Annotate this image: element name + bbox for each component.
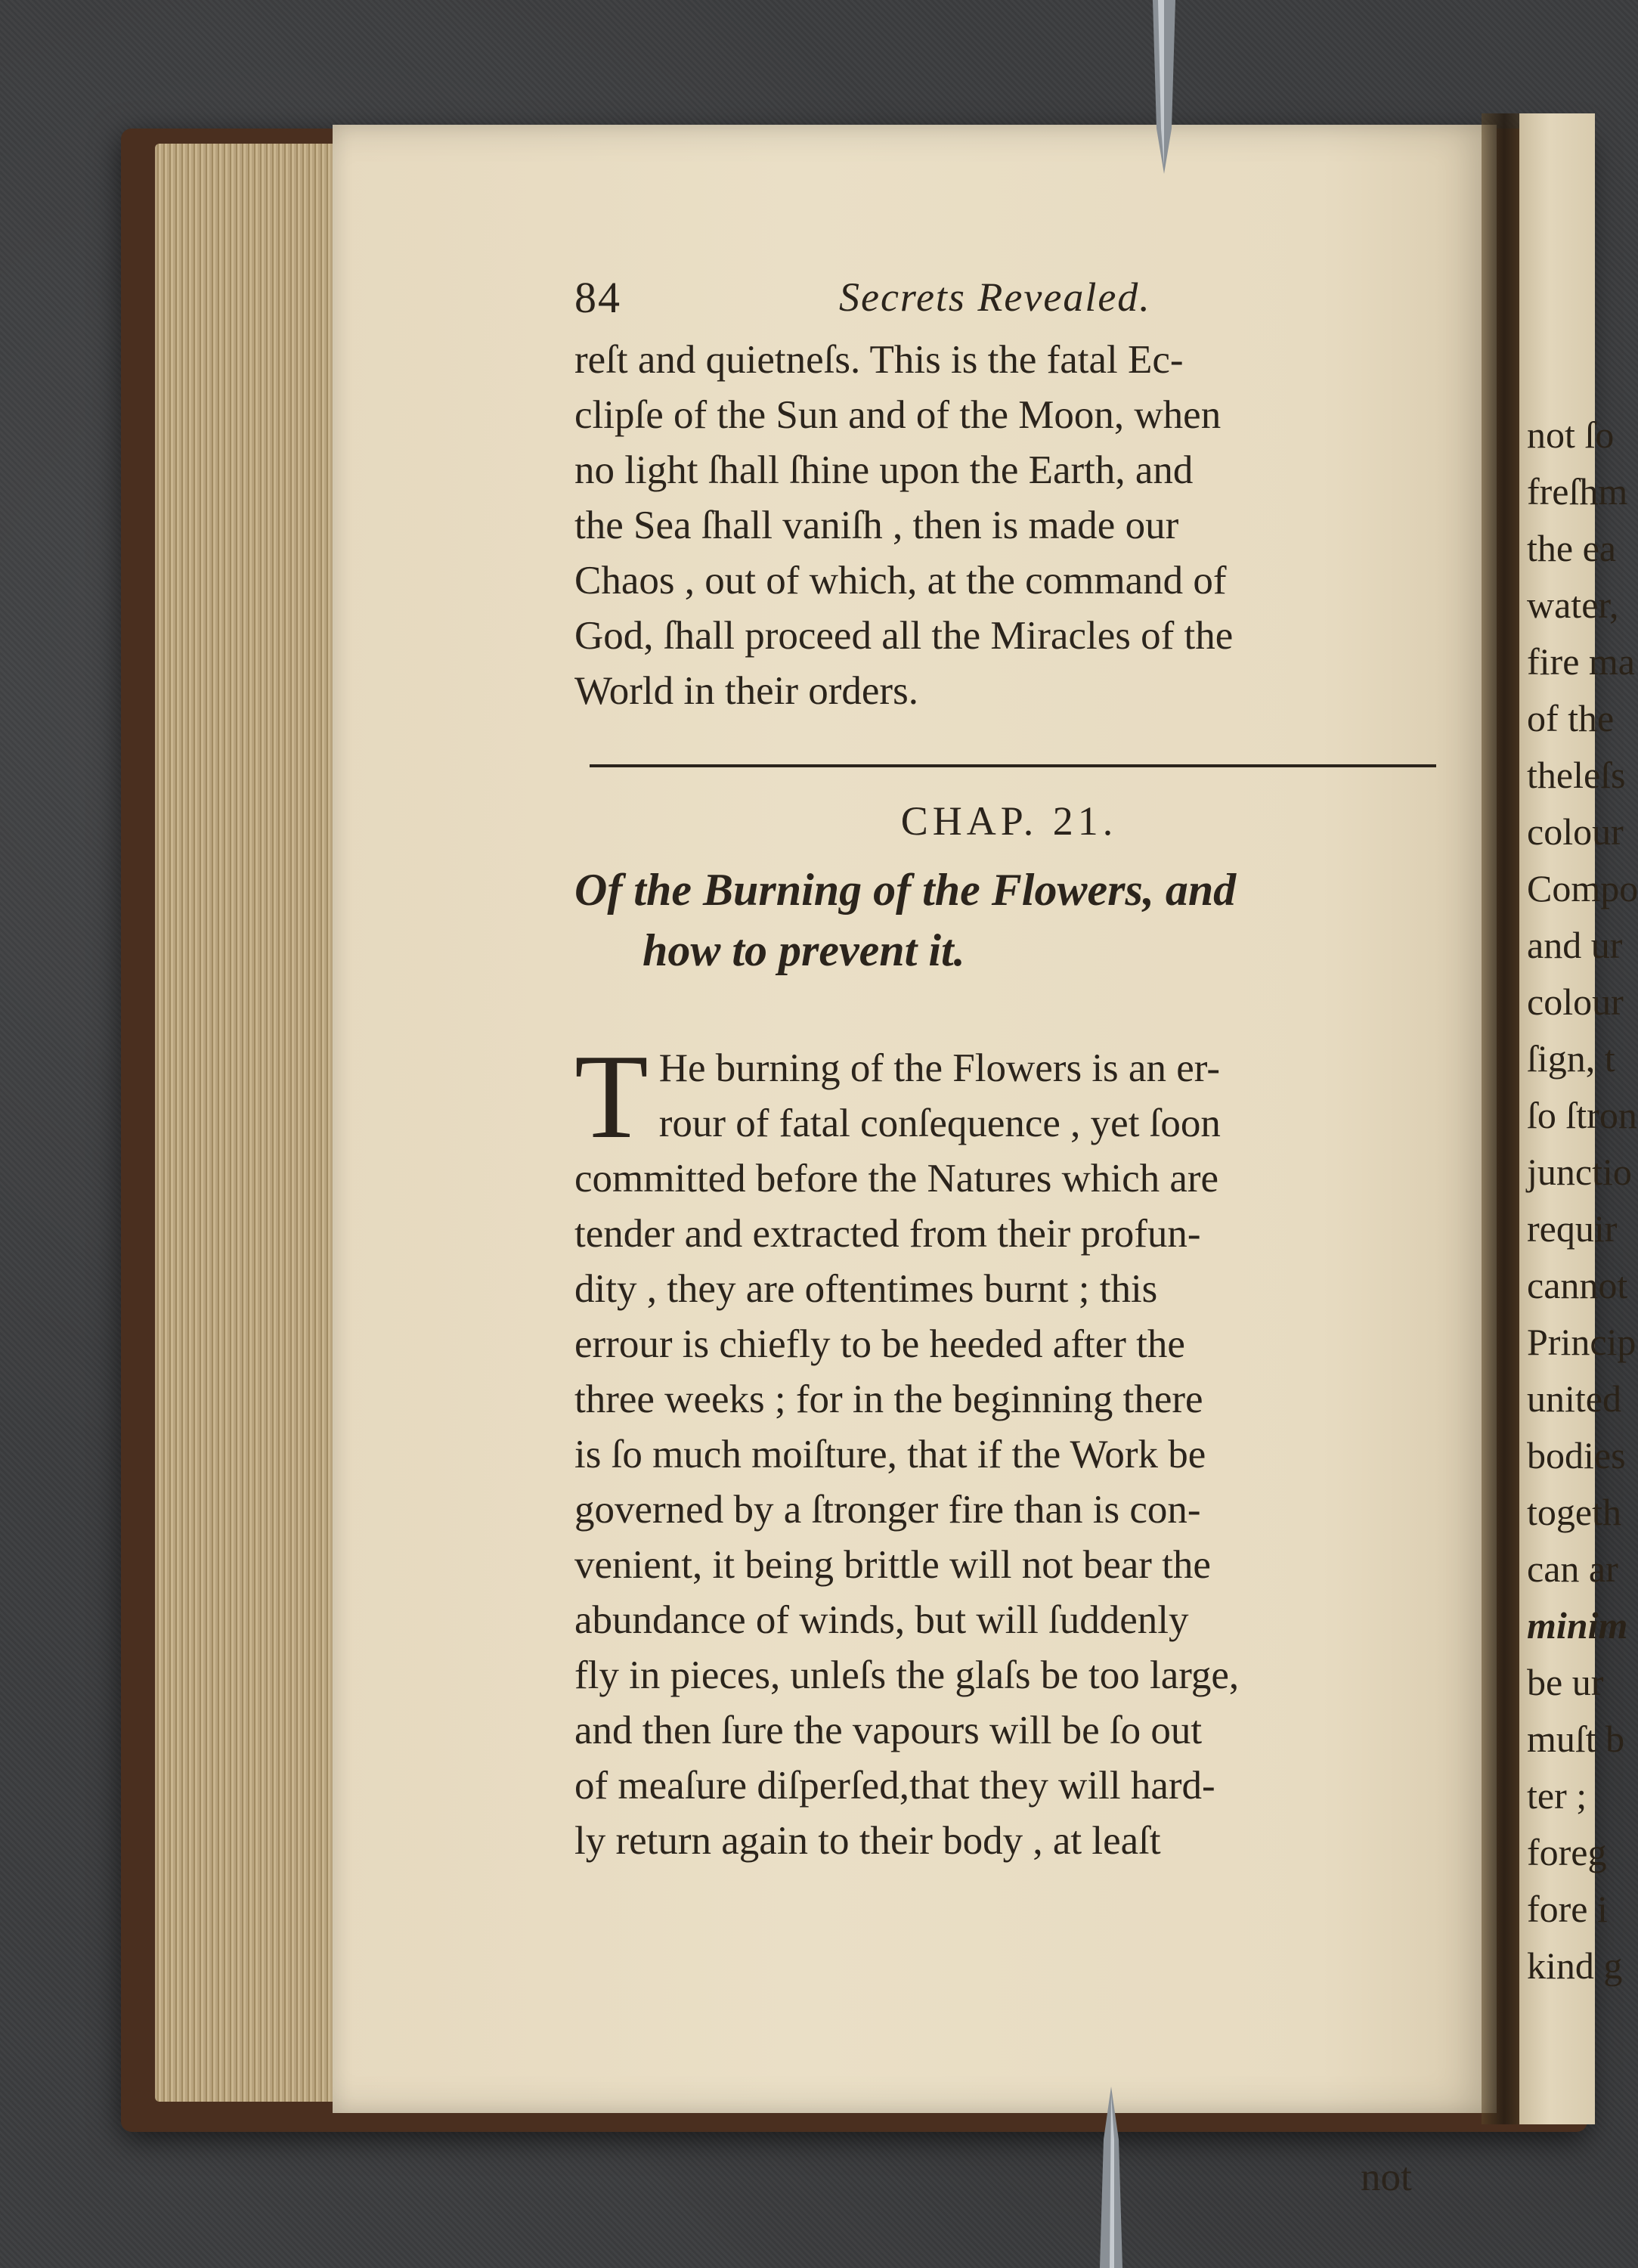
right-page-line: cannot — [1527, 1264, 1628, 1306]
right-page-line: fore i — [1527, 1888, 1608, 1930]
right-page-line: colour — [1527, 810, 1624, 853]
text-line: no light ſhall ſhine upon the Earth, and — [574, 448, 1194, 492]
chapter-body-paragraph — [574, 1029, 1444, 1869]
text-line: World in their orders. — [574, 669, 918, 713]
running-title: Secrets Revealed. — [839, 274, 1151, 320]
right-page-line: theleſs — [1527, 754, 1626, 796]
right-page-line: ſign, t — [1527, 1037, 1615, 1080]
right-page-line: colour — [1527, 981, 1624, 1023]
text-line: errour is chiefly to be heeded after the — [574, 1322, 1185, 1366]
top-page-clip-icon — [1141, 0, 1187, 174]
text-line: rour of fatal conſequence , yet ſoon — [658, 1101, 1221, 1145]
text-line: tender and extracted from their profun- — [574, 1212, 1201, 1256]
right-page-text — [1519, 113, 1638, 2124]
right-page-line: fire ma — [1527, 640, 1635, 683]
chapter-title — [574, 860, 1444, 981]
right-page-line: ſo ſtron — [1527, 1094, 1637, 1136]
right-page-line: ter ; — [1527, 1774, 1587, 1817]
text-line: ly return again to their body , at leaſt — [574, 1819, 1161, 1863]
text-line: the Sea ſhall vaniſh , then is made our — [574, 503, 1179, 547]
right-page-line: foreg — [1527, 1831, 1607, 1873]
text-line: governed by a ſtronger fire than is con- — [574, 1488, 1201, 1532]
page-text — [574, 265, 1444, 2199]
catchword: not — [1361, 2155, 1412, 2199]
text-line: abundance of winds, but will ſuddenly — [574, 1598, 1189, 1642]
right-page-line: togeth — [1527, 1491, 1621, 1533]
text-line: three weeks ; for in the beginning there — [574, 1377, 1203, 1421]
text-line: reſt and quietneſs. This is the fatal Ec- — [574, 338, 1184, 382]
right-page-line: can ar — [1527, 1548, 1618, 1590]
opening-paragraph — [574, 333, 1444, 719]
right-page-line: freſhm — [1527, 470, 1628, 513]
text-line: of meaſure diſperſed,that they will hard- — [574, 1764, 1215, 1808]
right-page-line: the ea — [1527, 527, 1616, 569]
text-line: committed before the Natures which are — [574, 1157, 1219, 1201]
right-page-line: muſt b — [1527, 1718, 1625, 1760]
right-page-line: be ur — [1527, 1661, 1604, 1703]
text-line: God, ſhall proceed all the Miracles of the — [574, 614, 1234, 658]
bottom-page-clip-icon — [1088, 2087, 1134, 2268]
page-number: 84 — [574, 273, 621, 322]
section-divider — [590, 764, 1436, 767]
right-page-line: not ſo — [1527, 414, 1615, 456]
right-page-line: requir — [1527, 1207, 1618, 1250]
right-page-line: of the — [1527, 697, 1615, 739]
text-line: dity , they are oftentimes burnt ; this — [574, 1267, 1158, 1311]
right-page-line: junctio — [1527, 1151, 1632, 1193]
right-page-edge — [1519, 113, 1638, 2124]
text-line: Chaos , out of which, at the command of — [574, 559, 1227, 603]
right-page-line: bodies — [1527, 1434, 1626, 1476]
text-line: He burning of the Flowers is an er- — [658, 1046, 1220, 1090]
right-page-line: united — [1527, 1377, 1621, 1420]
chapter-title-line: Of the Burning of the Flowers, and — [574, 865, 1237, 915]
drop-cap: T — [574, 1029, 649, 1163]
text-line: and then ſure the vapours will be ſo out — [574, 1709, 1203, 1752]
text-line: fly in pieces, unleſs the glaſs be too large, — [574, 1653, 1240, 1697]
right-page-line: water, — [1527, 584, 1619, 626]
text-line: clipſe of the Sun and of the Moon, when — [574, 393, 1222, 437]
chapter-heading: CHAP. 21. — [900, 798, 1118, 844]
page-edges — [155, 144, 344, 2102]
right-page-line: kind g — [1527, 1944, 1623, 1987]
right-page-line: minim — [1527, 1604, 1628, 1647]
page-header — [574, 265, 1444, 333]
text-line: venient, it being brittle will not bear the — [574, 1543, 1211, 1587]
right-page-line: Princip — [1527, 1321, 1636, 1363]
right-page-line: Compo — [1527, 867, 1638, 909]
chapter-title-line: how to prevent it. — [643, 925, 965, 975]
right-page-line: and ur — [1527, 924, 1623, 966]
text-line: is ſo much moiſture, that if the Work be — [574, 1433, 1206, 1476]
